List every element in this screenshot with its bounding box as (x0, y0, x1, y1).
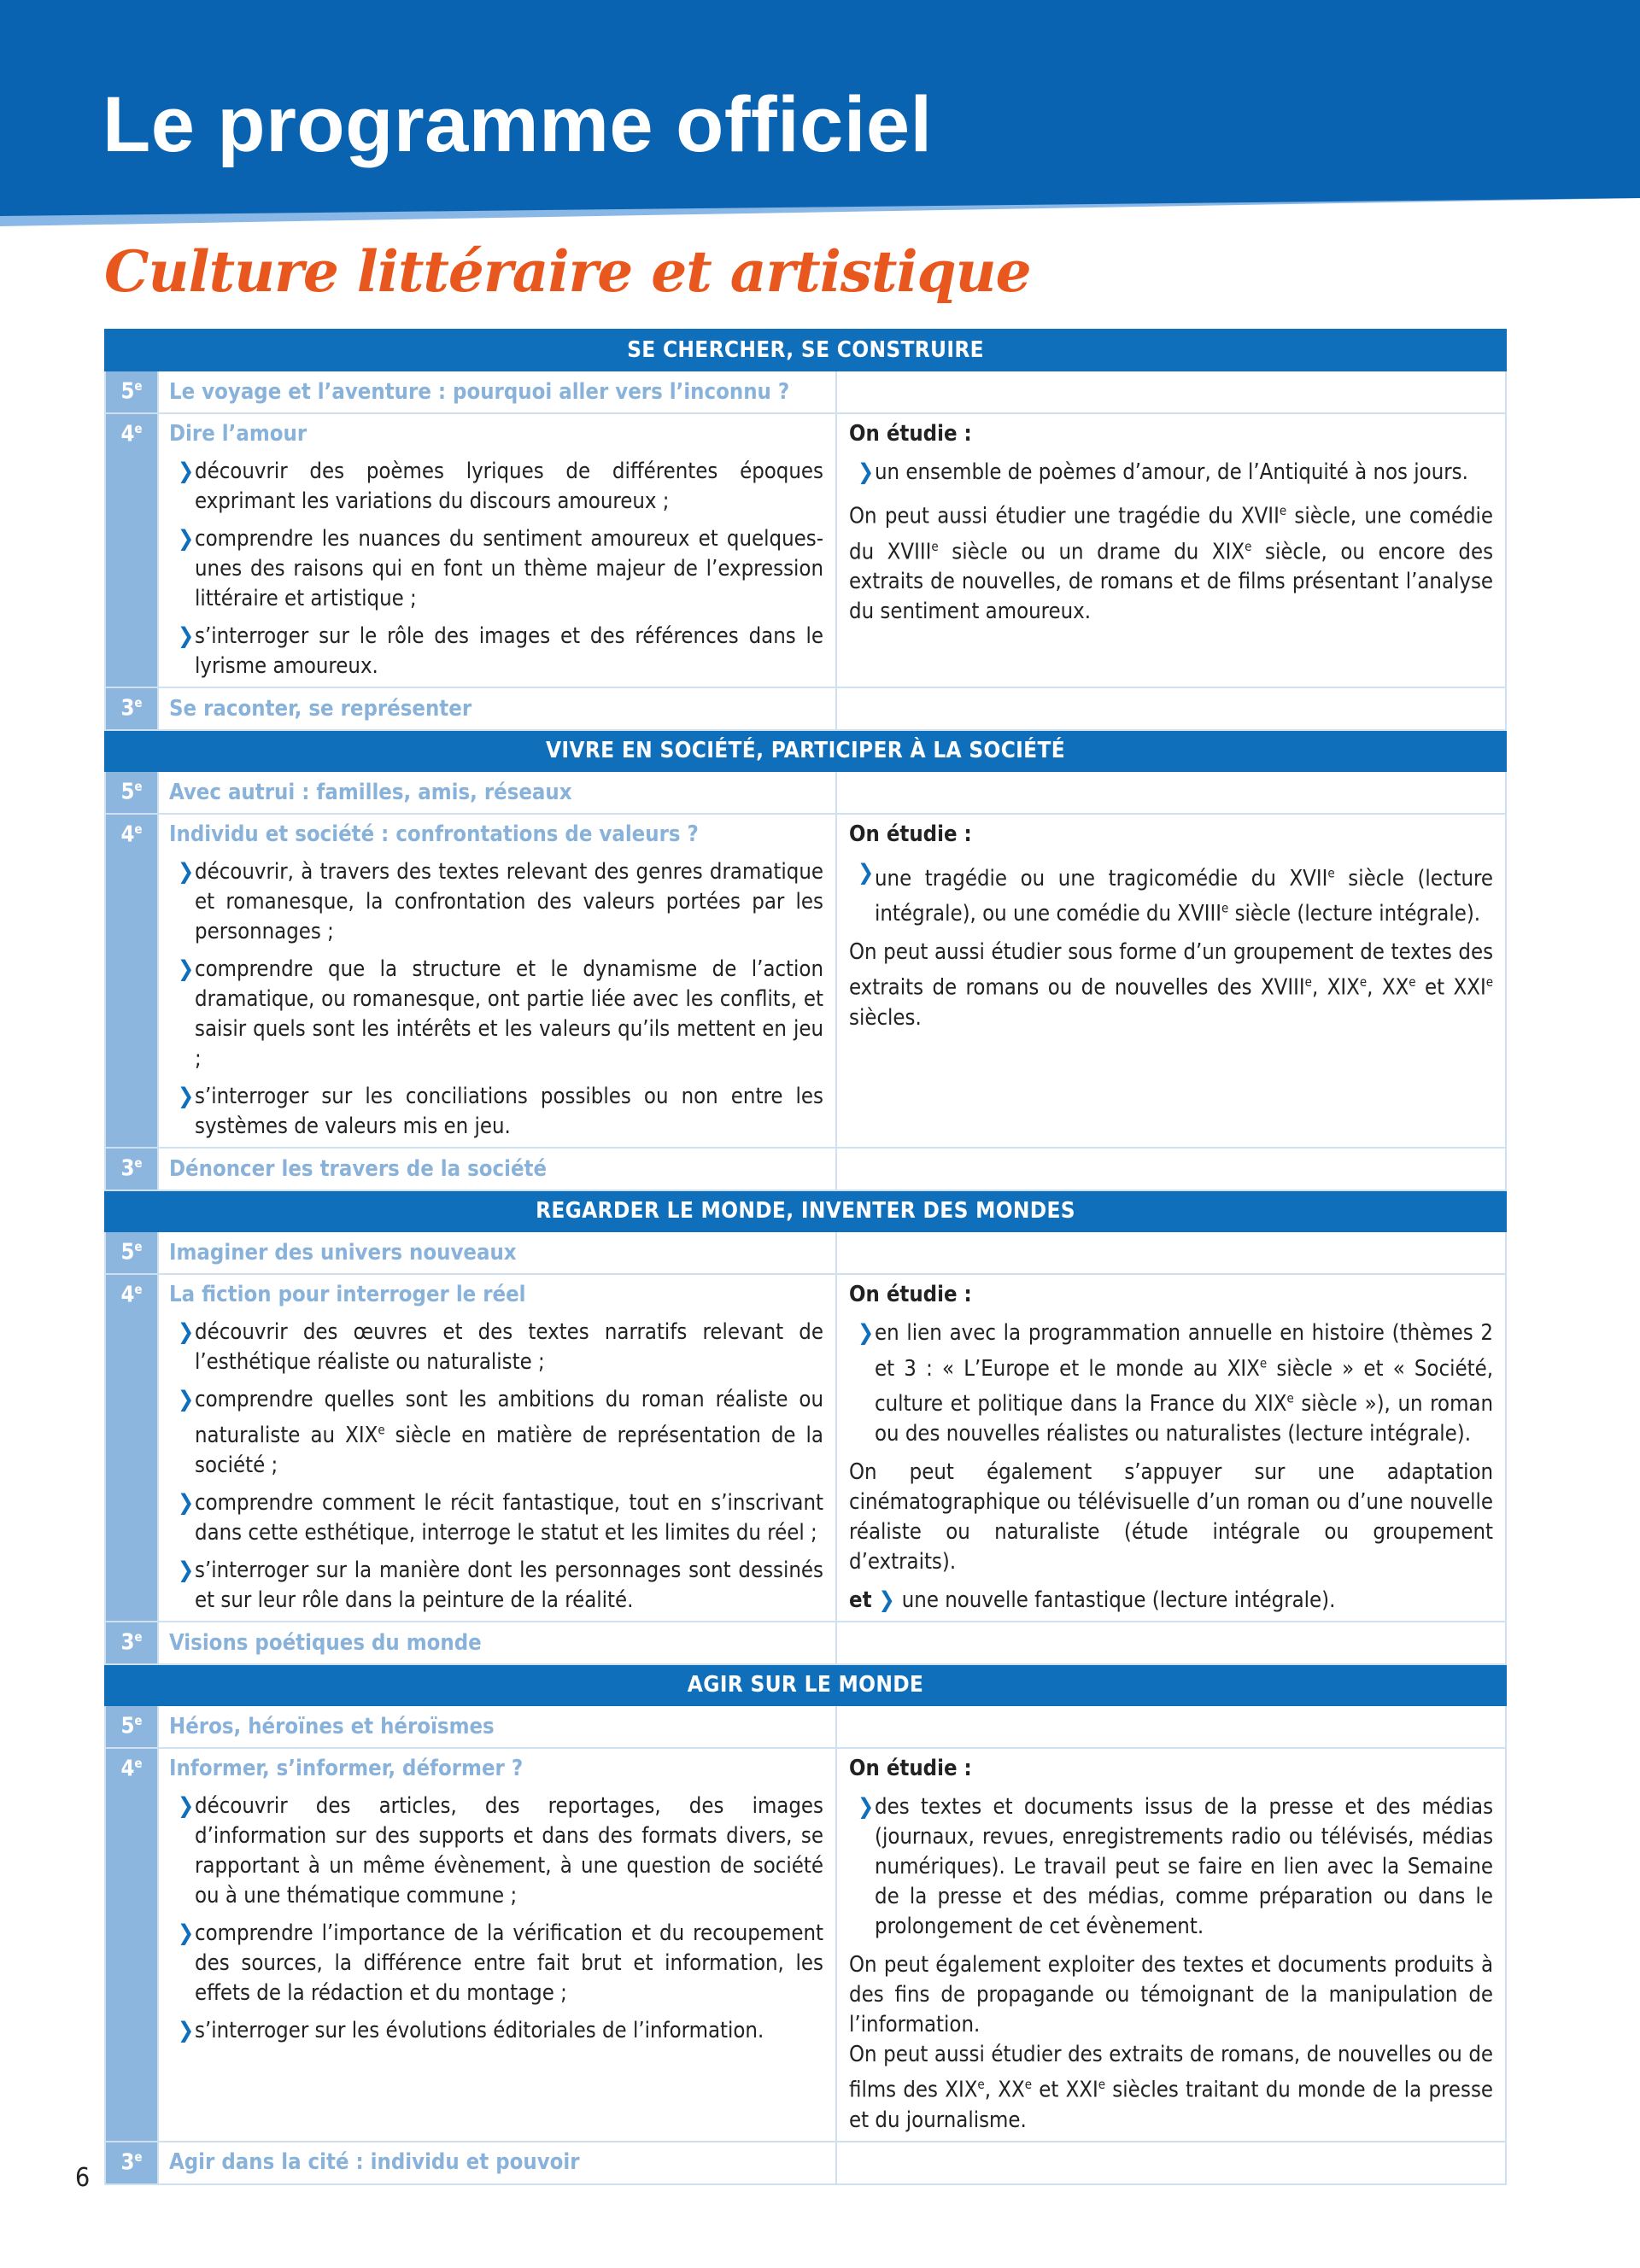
chevron-right-icon: ❯ (178, 1489, 195, 1516)
level-number: 4 (120, 1282, 135, 1308)
level-5-row (105, 1231, 1506, 1274)
theme-title: SE CHERCHER, SE CONSTRUIRE (105, 330, 1506, 371)
level-cell (105, 1622, 158, 1664)
objective-text: comprendre l’importance de la vérification et du recoupement des sources, la différence entre fait brut et information, les effets de la rédaction et du montage ; (195, 1920, 823, 2006)
study-paragraph: On peut aussi étudier sous forme d’un groupement de textes des extraits de romans ou de nouvelles des XVIIIe, XIXe, XXe et XXIe siècles. (849, 939, 1494, 1031)
level-3-row (105, 687, 1506, 730)
objective-item (169, 622, 823, 681)
objective-item (169, 1385, 823, 1481)
level-suffix: e (134, 378, 143, 394)
level-suffix: e (134, 2148, 143, 2165)
empty-cell (836, 1231, 1506, 1274)
chapter-title: Agir dans la cité : individu et pouvoir (158, 2142, 836, 2184)
theme-title: AGIR SUR LE MONDE (105, 1664, 1506, 1705)
chevron-right-icon: ❯ (178, 1920, 195, 1946)
level-3-row (105, 2142, 1506, 2184)
chapter-title: Héros, héroïnes et héroïsmes (158, 1705, 836, 1748)
objective-item (169, 2016, 823, 2046)
study-text: une tragédie ou une tragicomédie du XVIIe siècle (lecture intégrale), ou une comédie du XVIIIe siècle (lecture intégrale). (875, 865, 1494, 926)
level-cell (105, 1148, 158, 1190)
theme-header-row (105, 730, 1506, 771)
study-list (849, 458, 1493, 488)
level-5-row (105, 1705, 1506, 1748)
study-item (849, 1318, 1493, 1449)
empty-cell (836, 1705, 1506, 1748)
chevron-right-icon: ❯ (858, 1794, 875, 1820)
chapter-title: Imaginer des univers nouveaux (158, 1231, 836, 1274)
chevron-right-icon: ❯ (178, 1793, 195, 1819)
chapter-title: Visions poétiques du monde (158, 1622, 836, 1664)
objective-text: comprendre quelles sont les ambitions du roman réaliste ou naturaliste au XIXe siècle en matière de représentation de la société ; (195, 1387, 823, 1478)
study-list (849, 858, 1493, 929)
level-4-row (105, 1748, 1506, 2142)
level-suffix: e (134, 1282, 143, 1297)
level-cell (105, 814, 158, 1148)
study-item (849, 458, 1493, 488)
chapter-title: Informer, s’informer, déformer ? (169, 1756, 524, 1781)
level-cell (105, 2142, 158, 2184)
level-number: 5 (120, 779, 135, 805)
theme-title: REGARDER LE MONDE, INVENTER DES MONDES (105, 1190, 1506, 1231)
study-list (849, 1792, 1493, 1942)
level-3-row (105, 1622, 1506, 1664)
objective-item (169, 857, 823, 947)
study-paragraph: On peut également exploiter des textes et documents produits à des fins de propagande ou témoignant de la manipulation de l’information. (849, 1952, 1494, 2037)
objective-text: comprendre que la structure et le dynamisme de l’action dramatique, ou romanesque, ont partie liée avec les conflits, et saisir quels sont les intérêts et les valeurs qu’ils mettent en jeu ; (195, 956, 823, 1072)
objectives-list (169, 1792, 823, 2046)
objective-text: comprendre comment le récit fantastique, tout en s’inscrivant dans cette esthétique, interroge le statut et les limites du réel ; (195, 1489, 823, 1546)
study-text: des textes et documents issus de la presse et des médias (journaux, revues, enregistrements radio ou télévisés, médias numériques). Le travail peut se faire en lien avec la Semaine de la presse et des médias, comme préparation ou dans le prolongement de cet évènement. (875, 1794, 1494, 1939)
objective-item (169, 457, 823, 517)
study-cell (836, 413, 1506, 687)
chevron-right-icon: ❯ (178, 1084, 195, 1109)
objective-item (169, 1488, 823, 1548)
chapter-title: Dénoncer les travers de la société (158, 1148, 836, 1190)
study-item (849, 1792, 1493, 1942)
level-number: 4 (120, 821, 135, 848)
chevron-right-icon: ❯ (858, 459, 875, 485)
theme-title: VIVRE EN SOCIÉTÉ, PARTICIPER À LA SOCIÉTÉ (105, 730, 1506, 771)
objective-item (169, 955, 823, 1074)
level-number: 3 (120, 2149, 135, 2175)
study-cell (836, 1274, 1506, 1622)
study-cell (836, 814, 1506, 1148)
chevron-right-icon: ❯ (178, 526, 195, 552)
level-number: 5 (120, 1239, 135, 1266)
empty-cell (836, 2142, 1506, 2184)
chapter-title: Dire l’amour (169, 421, 308, 447)
chevron-right-icon: ❯ (178, 2018, 195, 2043)
chevron-right-icon: ❯ (178, 459, 195, 484)
level-5-row (105, 371, 1506, 413)
level-suffix: e (134, 821, 143, 837)
objective-text: s’interroger sur les évolutions éditoriales de l’information. (195, 2018, 764, 2043)
level-cell (105, 1705, 158, 1748)
objective-text: s’interroger sur le rôle des images et des références dans le lyrisme amoureux. (195, 623, 823, 679)
level-number: 4 (120, 1756, 135, 1782)
chevron-right-icon: ❯ (178, 1557, 195, 1583)
chevron-right-icon: ❯ (858, 860, 875, 886)
level-cell (105, 371, 158, 413)
level-number: 5 (120, 378, 135, 405)
chevron-right-icon: ❯ (858, 1320, 875, 1346)
objectives-cell (158, 1748, 836, 2142)
objectives-cell (158, 814, 836, 1148)
on-etudie-label: On étudie : (849, 1756, 972, 1781)
level-suffix: e (134, 779, 143, 794)
study-text: en lien avec la programmation annuelle en histoire (thèmes 2 et 3 : « L’Europe et le monde au XIXe siècle » et « Société, culture et politique dans la France du XIXe siècle »), un roman ou des nouvelles réalistes ou naturalistes (lecture intégrale). (875, 1320, 1494, 1447)
study-paragraph: On peut également s’appuyer sur une adaptation cinématographique ou télévisuelle d’un roman ou d’une nouvelle réaliste ou naturaliste (étude intégrale ou groupement d’extraits). (849, 1459, 1494, 1575)
theme-header-row (105, 330, 1506, 371)
theme-header-row (105, 1190, 1506, 1231)
on-etudie-label: On étudie : (849, 1282, 972, 1307)
objective-item (169, 524, 823, 614)
level-suffix: e (134, 421, 143, 436)
level-number: 4 (120, 421, 135, 447)
level-5-row (105, 771, 1506, 814)
program-table (104, 329, 1507, 2185)
chapter-title: Le voyage et l’aventure : pourquoi aller vers l’inconnu ? (158, 371, 836, 413)
level-suffix: e (134, 1756, 143, 1771)
on-etudie-label: On étudie : (849, 421, 972, 447)
level-cell (105, 771, 158, 814)
level-suffix: e (134, 695, 143, 710)
objective-text: découvrir des œuvres et des textes narratifs relevant de l’esthétique réaliste ou naturaliste ; (195, 1319, 823, 1375)
study-paragraph: On peut aussi étudier une tragédie du XVIIe siècle, une comédie du XVIIIe siècle ou un drame du XIXe siècle, ou encore des extraits de nouvelles, de romans et de films présentant l’analyse du sentiment amoureux. (849, 503, 1494, 624)
study-list (849, 1318, 1493, 1449)
study-item (849, 858, 1493, 929)
chevron-right-icon: ❯ (178, 1319, 195, 1345)
objectives-list (169, 1318, 823, 1616)
level-number: 3 (120, 695, 135, 722)
level-number: 5 (120, 1713, 135, 1739)
empty-cell (836, 1148, 1506, 1190)
objectives-list (169, 857, 823, 1142)
objective-text: comprendre les nuances du sentiment amoureux et quelques-unes des raisons qui en font un thème majeur de l’expression littéraire et artistique ; (195, 526, 823, 611)
objective-text: découvrir des articles, des reportages, des images d’information sur des supports et dans des formats divers, se rapportant à un même évènement, à une question de société ou à une thématique commune ; (195, 1793, 823, 1909)
objectives-list (169, 457, 823, 681)
et-text: une nouvelle fantastique (lecture intégrale). (901, 1587, 1336, 1613)
level-number: 3 (120, 1629, 135, 1656)
objective-text: s’interroger sur la manière dont les personnages sont dessinés et sur leur rôle dans la peinture de la réalité. (195, 1557, 823, 1613)
objectives-cell (158, 1274, 836, 1622)
objectives-cell (158, 413, 836, 687)
on-etudie-label: On étudie : (849, 821, 972, 847)
level-number: 3 (120, 1155, 135, 1182)
level-cell (105, 687, 158, 730)
level-suffix: e (134, 1239, 143, 1254)
level-suffix: e (134, 1629, 143, 1645)
study-text: un ensemble de poèmes d’amour, de l’Antiquité à nos jours. (875, 459, 1468, 485)
objective-item (169, 1318, 823, 1377)
theme-header-row (105, 1664, 1506, 1705)
et-label: et (849, 1587, 872, 1613)
empty-cell (836, 1622, 1506, 1664)
study-extra (849, 1586, 1493, 1616)
level-cell (105, 1748, 158, 2142)
level-4-row (105, 413, 1506, 687)
objective-item (169, 1556, 823, 1616)
study-paragraph: On peut aussi étudier des extraits de romans, de nouvelles ou de films des XIXe, XXe et XXIe siècles traitant du monde de la presse et du journalisme. (849, 2042, 1494, 2133)
chevron-right-icon: ❯ (871, 1587, 902, 1613)
header-banner (0, 0, 1640, 226)
level-4-row (105, 1274, 1506, 1622)
chevron-right-icon: ❯ (178, 956, 195, 982)
level-cell (105, 413, 158, 687)
objective-item (169, 1919, 823, 2008)
study-cell (836, 1748, 1506, 2142)
objective-item (169, 1082, 823, 1142)
chevron-right-icon: ❯ (178, 1387, 195, 1412)
empty-cell (836, 771, 1506, 814)
level-cell (105, 1274, 158, 1622)
objective-item (169, 1792, 823, 1911)
level-suffix: e (134, 1713, 143, 1728)
chapter-title: La fiction pour interroger le réel (169, 1282, 526, 1307)
objective-text: s’interroger sur les conciliations possibles ou non entre les systèmes de valeurs mis en jeu. (195, 1084, 823, 1139)
empty-cell (836, 371, 1506, 413)
chapter-title: Avec autrui : familles, amis, réseaux (158, 771, 836, 814)
chevron-right-icon: ❯ (178, 623, 195, 649)
page-number: 6 (75, 2163, 91, 2193)
section-title: Culture littéraire et artistique (104, 238, 1031, 305)
objective-text: découvrir, à travers des textes relevant des genres dramatique et romanesque, la confrontation des valeurs portées par les personnages ; (195, 859, 823, 944)
level-cell (105, 1231, 158, 1274)
chevron-right-icon: ❯ (178, 859, 195, 885)
chapter-title: Individu et société : confrontations de valeurs ? (169, 821, 699, 847)
chapter-title: Se raconter, se représenter (158, 687, 836, 730)
level-4-row (105, 814, 1506, 1148)
empty-cell (836, 687, 1506, 730)
level-suffix: e (134, 1155, 143, 1171)
objective-text: découvrir des poèmes lyriques de différentes époques exprimant les variations du discours amoureux ; (195, 459, 823, 514)
level-3-row (105, 1148, 1506, 1190)
page-title: Le programme officiel (102, 81, 933, 168)
